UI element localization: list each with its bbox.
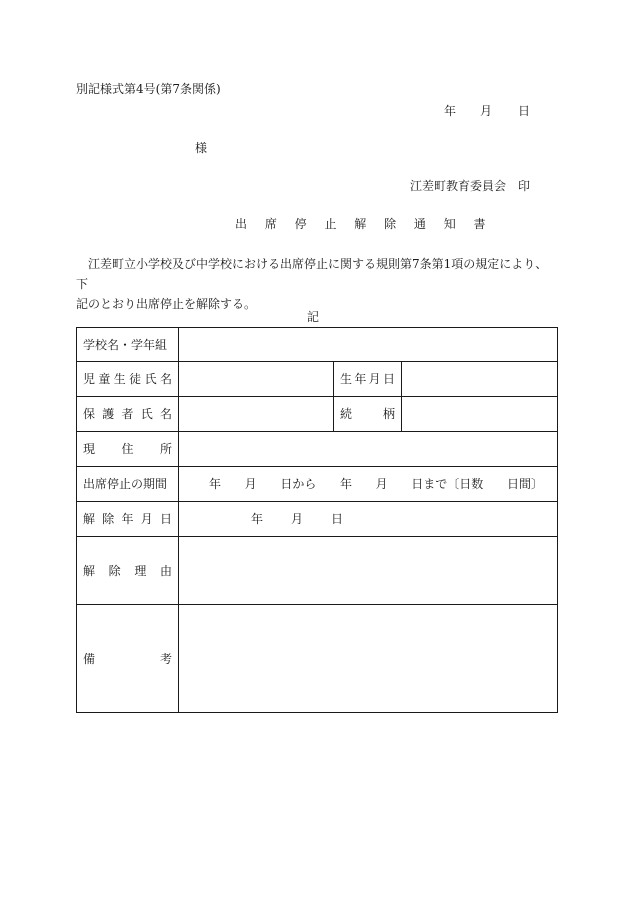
period-label-text: 出席停止の期間 — [83, 477, 168, 491]
label-char: 現 — [83, 442, 96, 456]
date-line — [444, 105, 530, 117]
guardian-label-text — [83, 408, 172, 420]
label-char: 名 — [159, 372, 172, 386]
label-char: 備 — [83, 651, 96, 666]
recipient-suffix: 様 — [195, 141, 208, 155]
student-label-text — [83, 373, 172, 385]
guardian-label — [77, 397, 179, 432]
label-char: 生 — [113, 372, 126, 386]
release-date-label-text — [83, 513, 172, 525]
label-char: 続 — [340, 407, 353, 421]
label-char: 所 — [159, 442, 172, 456]
label-char: 月 — [368, 372, 381, 386]
period-fields — [185, 478, 551, 490]
table-row — [77, 605, 558, 713]
period-start-year: 年 — [209, 477, 222, 491]
release-date-value — [179, 502, 558, 537]
body-text — [76, 254, 558, 314]
table-row — [77, 362, 558, 397]
school-value — [179, 328, 558, 362]
release-date-label — [77, 502, 179, 537]
label-char: 解 — [83, 563, 96, 578]
label-char: 考 — [159, 651, 172, 666]
label-char: 名 — [159, 407, 172, 421]
date-month: 月 — [480, 104, 493, 118]
label-char: 氏 — [140, 407, 153, 421]
date-year: 年 — [444, 104, 457, 118]
ki-heading: 記 — [307, 310, 320, 324]
issuer: 江差町教育委員会 印 — [410, 179, 531, 193]
label-char: 除 — [102, 512, 115, 526]
label-char: 日 — [382, 372, 395, 386]
label-char: 柄 — [382, 407, 395, 421]
label-char: 保 — [83, 407, 96, 421]
document-title: 出 席 停 止 解 除 通 知 書 — [235, 217, 493, 231]
relation-label-text — [340, 408, 395, 420]
label-char: 児 — [83, 372, 96, 386]
release-year: 年 — [251, 512, 264, 526]
body-line-1: 江差町立小学校及び中学校における出席停止に関する規則第7条第1項の規定により、下 — [76, 257, 548, 291]
period-end-month: 月 — [375, 477, 388, 491]
address-label — [77, 432, 179, 467]
table-row — [77, 397, 558, 432]
label-char: 者 — [121, 407, 134, 421]
label-char: 住 — [121, 442, 134, 456]
reason-value — [179, 537, 558, 605]
birth-label — [334, 362, 402, 397]
label-char: 除 — [108, 563, 121, 578]
table-row — [77, 467, 558, 502]
reason-label — [77, 537, 179, 605]
label-char: 日 — [159, 512, 172, 526]
period-start-day: 日から — [280, 477, 317, 491]
label-char: 月 — [140, 512, 153, 526]
table-row — [77, 537, 558, 605]
birth-value — [402, 362, 558, 397]
label-char: 徒 — [129, 372, 142, 386]
remarks-label — [77, 605, 179, 713]
reason-label-text — [83, 565, 172, 577]
relation-label — [334, 397, 402, 432]
details-table — [76, 327, 558, 713]
body-line-2: 記のとおり出席停止を解除する。 — [76, 297, 257, 311]
school-label — [77, 328, 179, 362]
student-label — [77, 362, 179, 397]
period-start-month: 月 — [244, 477, 257, 491]
birth-label-text — [340, 373, 395, 385]
label-char: 氏 — [144, 372, 157, 386]
date-day: 日 — [518, 104, 531, 118]
label-char: 理 — [134, 563, 147, 578]
label-char: 護 — [102, 407, 115, 421]
period-value — [179, 467, 558, 502]
address-value — [179, 432, 558, 467]
student-value — [179, 362, 334, 397]
address-label-text — [83, 443, 172, 455]
label-char: 年 — [121, 512, 134, 526]
label-char: 童 — [98, 372, 111, 386]
remarks-label-text — [83, 653, 172, 665]
label-char: 生 — [340, 372, 353, 386]
label-char: 解 — [83, 512, 96, 526]
table-row — [77, 432, 558, 467]
relation-value — [402, 397, 558, 432]
school-label-text: 学校名・学年組 — [83, 337, 168, 352]
label-char: 由 — [159, 563, 172, 578]
form-number: 別記様式第4号(第7条関係) — [76, 82, 221, 96]
remarks-value — [179, 605, 558, 713]
period-end-year: 年 — [339, 477, 352, 491]
table-row — [77, 328, 558, 362]
period-days: 日間〕 — [506, 477, 543, 491]
release-day: 日 — [331, 512, 344, 526]
table-row — [77, 502, 558, 537]
release-month: 月 — [291, 512, 304, 526]
period-end-day: 日まで〔日数 — [411, 477, 484, 491]
guardian-value — [179, 397, 334, 432]
period-label — [77, 467, 179, 502]
label-char: 年 — [354, 372, 367, 386]
